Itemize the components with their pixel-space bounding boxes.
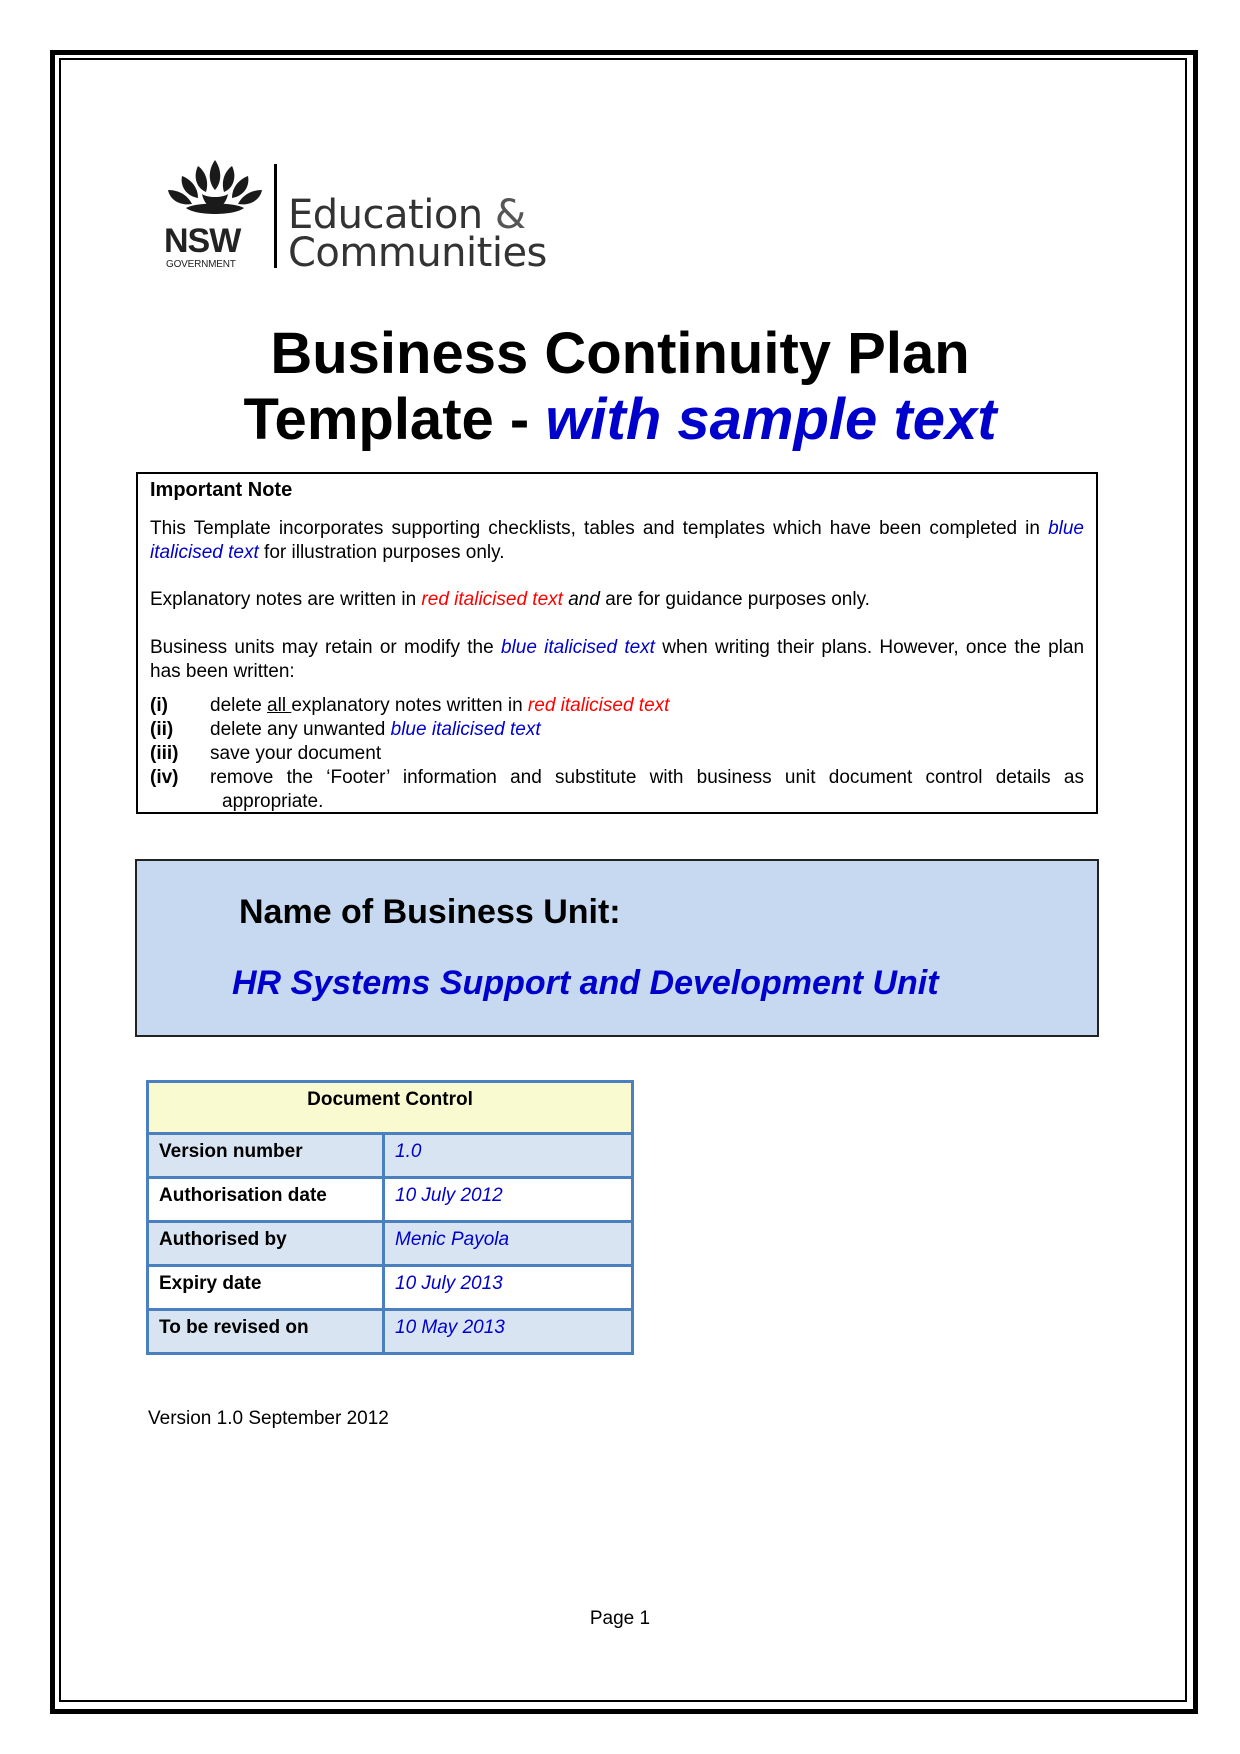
- note-p1-blue: blue italicised text: [150, 518, 1084, 563]
- list-item-number: (ii): [150, 719, 174, 740]
- business-unit-value: HR Systems Support and Development Unit: [232, 964, 939, 1002]
- note-p2-text: Explanatory notes are written in: [150, 589, 422, 610]
- table-header-row: [148, 1082, 633, 1134]
- note-paragraph-1: [150, 517, 1084, 565]
- logo-government-text: GOVERNMENT: [166, 259, 236, 270]
- note-p3-text: Business units may retain or modify the: [150, 637, 501, 658]
- document-title-line1: Business Continuity Plan: [270, 321, 970, 386]
- list-item-blue: blue italicised text: [390, 719, 541, 740]
- important-note-heading: Important Note: [150, 479, 293, 501]
- business-unit-box: [135, 859, 1099, 1037]
- note-p1-text: This Template incorporates supporting checklists, tables and templates which have been completed in: [150, 518, 1049, 539]
- version-line: Version 1.0 September 2012: [148, 1408, 389, 1429]
- note-p1-text-end: for illustration purposes only.: [258, 542, 505, 563]
- logo-nsw-text: NSW: [164, 222, 241, 260]
- list-item-number: (iii): [150, 743, 179, 764]
- table-row: [148, 1178, 633, 1222]
- logo-divider: [274, 164, 277, 268]
- row-key: Version number: [148, 1134, 384, 1178]
- list-item: [150, 718, 1084, 742]
- row-key: Authorised by: [148, 1222, 384, 1266]
- note-p2-text-end: are for guidance purposes only.: [599, 589, 870, 610]
- row-key: Expiry date: [148, 1266, 384, 1310]
- document-control-table: [146, 1080, 634, 1355]
- row-value: 10 July 2012: [384, 1178, 633, 1222]
- row-key: Authorisation date: [148, 1178, 384, 1222]
- list-item-underlined: all: [267, 695, 292, 716]
- table-row: [148, 1134, 633, 1178]
- important-note-box: [136, 472, 1098, 814]
- list-item-text: [210, 718, 1084, 742]
- list-item: [150, 742, 1084, 766]
- list-item-text: save your document: [210, 743, 382, 764]
- document-control-header: Document Control: [148, 1082, 633, 1134]
- list-item-number: (iv): [150, 767, 179, 788]
- note-p2-and: and: [562, 589, 600, 610]
- title-emphasis: with sample text: [545, 387, 997, 452]
- list-item-text: remove the ‘Footer’ information and substitute with business unit document control details as: [210, 767, 1084, 788]
- list-item: [150, 766, 1084, 790]
- list-item-text: [210, 694, 1084, 718]
- table-row: [148, 1222, 633, 1266]
- list-item-text-b: explanatory notes written in: [291, 695, 528, 716]
- note-paragraph-3: [150, 636, 1084, 684]
- row-value: 10 May 2013: [384, 1310, 633, 1354]
- row-key: To be revised on: [148, 1310, 384, 1354]
- row-value: 10 July 2013: [384, 1266, 633, 1310]
- logo-ampersand: &: [494, 192, 526, 238]
- list-item-number: (i): [150, 695, 168, 716]
- note-p3-text-end: when writing their plans. However, once the plan has been written:: [150, 637, 1085, 682]
- logo-education-text: Education: [288, 192, 483, 238]
- list-item-text-a: delete any unwanted: [210, 719, 391, 740]
- logo-department-line2: Communities: [288, 230, 547, 276]
- note-instruction-list: [150, 694, 1084, 812]
- business-unit-label: Name of Business Unit:: [239, 893, 621, 931]
- row-value: 1.0: [384, 1134, 633, 1178]
- list-item-text-a: delete: [210, 695, 268, 716]
- table-row: [148, 1266, 633, 1310]
- list-item: [150, 694, 1084, 718]
- note-paragraph-2: [150, 588, 1084, 612]
- document-title-line2: [60, 386, 1180, 454]
- note-p3-blue: blue italicised text: [500, 637, 655, 658]
- list-item-red: red italicised text: [527, 695, 670, 716]
- waratah-icon: [160, 158, 270, 224]
- note-p2-red: red italicised text: [421, 589, 563, 610]
- page-number: Page 1: [589, 1608, 651, 1629]
- list-item-continuation: appropriate.: [222, 791, 324, 812]
- table-row: [148, 1310, 633, 1354]
- title-prefix: Template -: [243, 387, 546, 452]
- nsw-education-logo: [160, 158, 547, 276]
- row-value: Menic Payola: [384, 1222, 633, 1266]
